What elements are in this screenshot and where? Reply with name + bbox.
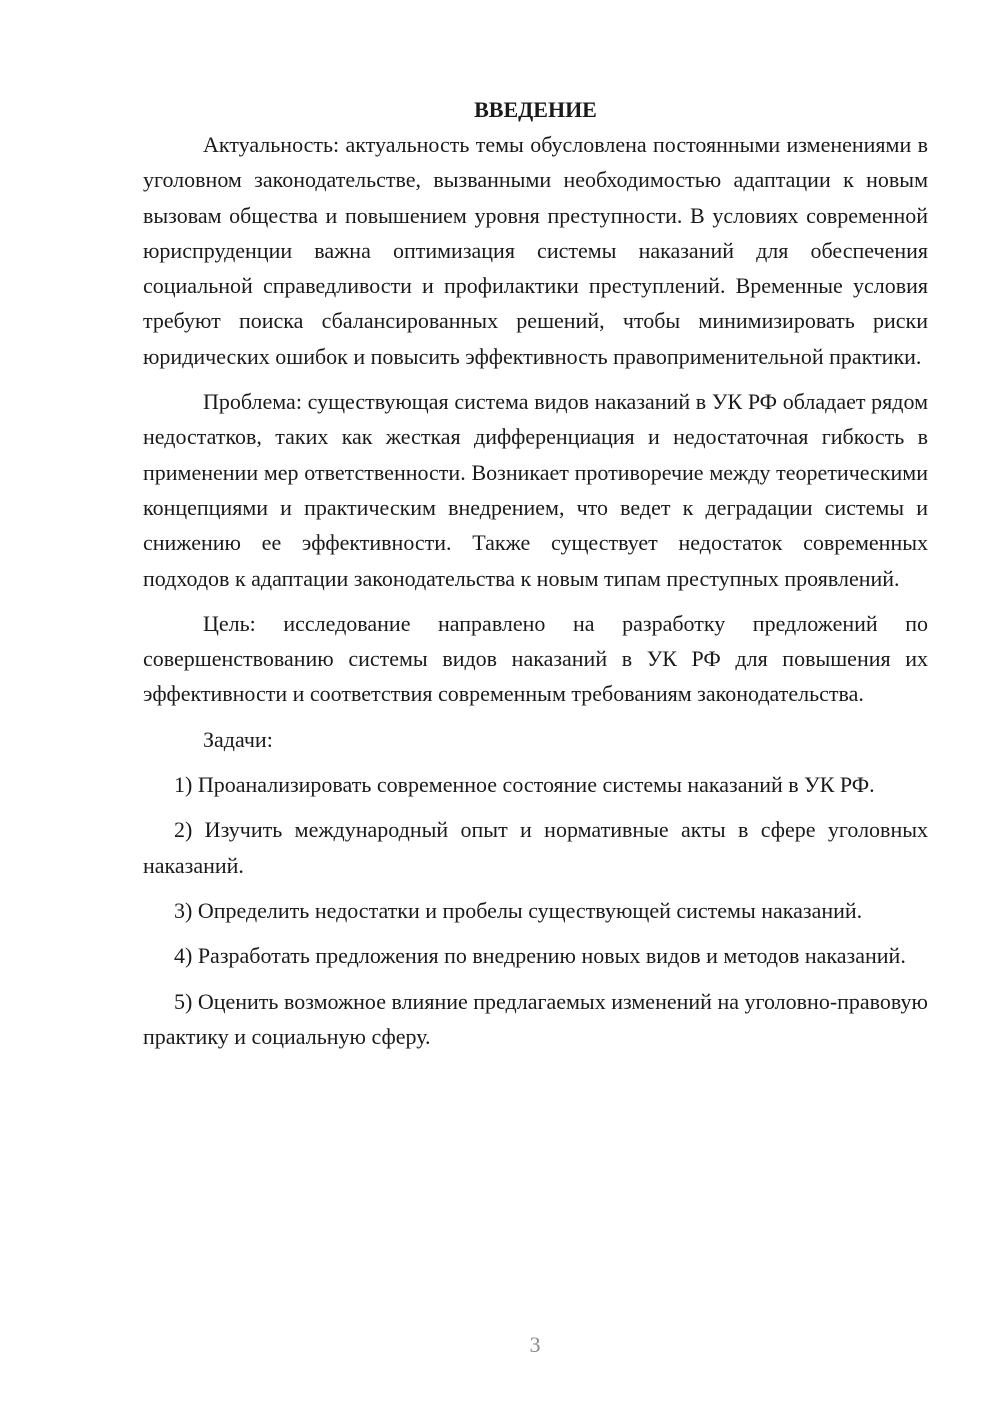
paragraph-problem: Проблема: существующая система видов наказаний в УК РФ обладает рядом недостатков, таких как жесткая дифференциация и недостаточная гибкость в применении мер ответственности. Возникает противоречие между теоретическими концепциями и практическим внедрением, что ведет к деградации системы и снижению ее эффективности. Также существует недостаток современных подходов к адаптации законодательства к новым типам преступных проявлений. [143,389,928,591]
tasks-label: Задачи: [203,726,273,752]
paragraph-relevance: Актуальность: актуальность темы обусловлена постоянными изменениями в уголовном законодательстве, вызванными необходимостью адаптации к новым вызовам общества и повышением уровня преступности. В условиях современной юриспруденции важна оптимизация системы наказаний для обеспечения социальной справедливости и профилактики преступлений. Временные условия требуют поиска сбалансированных решений, чтобы минимизировать риски юридических ошибок и повысить эффективность правоприменительной практики. [143,132,928,369]
paragraph-goal: Цель: исследование направлено на разработку предложений по совершенствованию системы видов наказаний в УК РФ для повышения их эффективности и соответствия современным требованиям законодательства. [143,610,928,707]
task-item: 4) Разработать предложения по внедрению новых видов и методов наказаний. [174,943,906,969]
page-number: 3 [529,1332,541,1357]
task-item: 3) Определить недостатки и пробелы существующей системы наказаний. [174,897,863,923]
task-item: 5) Оценить возможное влияние предлагаемых изменений на уголовно-правовую практику и социальную сферу. [143,988,928,1049]
task-item: 1) Проанализировать современное состояние системы наказаний в УК РФ. [174,772,875,798]
page-title: ВВЕДЕНИЕ [474,97,597,122]
page-content [143,92,928,1054]
task-item: 2) Изучить международный опыт и нормативные акты в сфере уголовных наказаний. [143,817,928,878]
